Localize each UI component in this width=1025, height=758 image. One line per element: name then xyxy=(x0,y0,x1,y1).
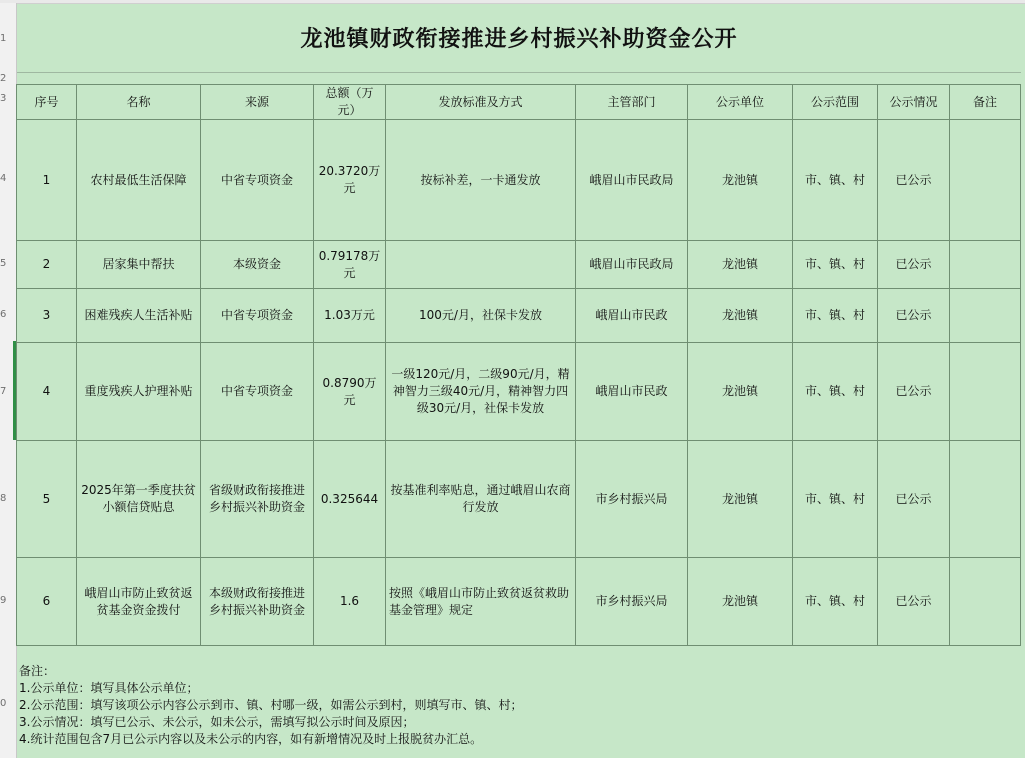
row-number[interactable]: 1 xyxy=(0,33,7,44)
header-cell[interactable]: 主管部门 xyxy=(576,85,688,120)
cell-unit[interactable]: 龙池镇 xyxy=(688,558,793,646)
cell-amount[interactable]: 20.3720万元 xyxy=(314,120,386,241)
header-cell[interactable]: 公示范围 xyxy=(793,85,878,120)
cell-source[interactable]: 本级财政衔接推进乡村振兴补助资金 xyxy=(201,558,314,646)
cell-amount[interactable]: 0.325644 xyxy=(314,441,386,558)
header-cell[interactable]: 序号 xyxy=(17,85,77,120)
cell-standard[interactable]: 100元/月，社保卡发放 xyxy=(386,289,576,343)
cell-standard[interactable]: 按照《峨眉山市防止致贫返贫救助基金管理》规定 xyxy=(386,558,576,646)
cell-dept[interactable]: 峨眉山市民政局 xyxy=(576,120,688,241)
cell-standard[interactable] xyxy=(386,241,576,289)
row-number[interactable]: 7 xyxy=(0,386,7,397)
cell-name[interactable]: 困难残疾人生活补贴 xyxy=(77,289,201,343)
cell-status[interactable]: 已公示 xyxy=(878,120,950,241)
row-number[interactable]: 0 xyxy=(0,698,7,709)
cell-source[interactable]: 省级财政衔接推进乡村振兴补助资金 xyxy=(201,441,314,558)
table-row xyxy=(17,120,1021,241)
header-cell[interactable]: 备注 xyxy=(950,85,1021,120)
cell-amount[interactable]: 1.6 xyxy=(314,558,386,646)
cell-no[interactable]: 4 xyxy=(17,343,77,441)
cell-scope[interactable]: 市、镇、村 xyxy=(793,558,878,646)
sheet-title[interactable]: 龙池镇财政衔接推进乡村振兴补助资金公开 xyxy=(300,27,738,52)
header-cell[interactable]: 名称 xyxy=(77,85,201,120)
cell-no[interactable]: 5 xyxy=(17,441,77,558)
note-line: 3.公示情况：填写已公示、未公示，如未公示，需填写拟公示时间及原因； xyxy=(19,715,415,729)
notes-heading: 备注： xyxy=(19,664,56,678)
cell-unit[interactable]: 龙池镇 xyxy=(688,120,793,241)
cell-scope[interactable]: 市、镇、村 xyxy=(793,120,878,241)
cell-dept[interactable]: 市乡村振兴局 xyxy=(576,558,688,646)
cell-source[interactable]: 中省专项资金 xyxy=(201,289,314,343)
row-number[interactable]: 6 xyxy=(0,309,7,320)
cell-unit[interactable]: 龙池镇 xyxy=(688,241,793,289)
note-line: 1.公示单位：填写具体公示单位； xyxy=(19,681,199,695)
cell-scope[interactable]: 市、镇、村 xyxy=(793,441,878,558)
cell-status[interactable]: 已公示 xyxy=(878,241,950,289)
cell-no[interactable]: 1 xyxy=(17,120,77,241)
row-number[interactable]: 4 xyxy=(0,173,7,184)
table-row xyxy=(17,289,1021,343)
cell-amount[interactable]: 1.03万元 xyxy=(314,289,386,343)
cell-dept[interactable]: 市乡村振兴局 xyxy=(576,441,688,558)
cell-scope[interactable]: 市、镇、村 xyxy=(793,343,878,441)
cell-name[interactable]: 峨眉山市防止致贫返贫基金资金拨付 xyxy=(77,558,201,646)
notes-block[interactable] xyxy=(19,663,1019,748)
cell-name[interactable]: 农村最低生活保障 xyxy=(77,120,201,241)
header-cell[interactable]: 总额（万元） xyxy=(314,85,386,120)
cell-note[interactable] xyxy=(950,120,1021,241)
table-row xyxy=(17,441,1021,558)
cell-name[interactable]: 2025年第一季度扶贫小额信贷贴息 xyxy=(77,441,201,558)
data-table xyxy=(16,84,1021,646)
cell-dept[interactable]: 峨眉山市民政 xyxy=(576,289,688,343)
cell-standard[interactable]: 按标补差，一卡通发放 xyxy=(386,120,576,241)
row-number[interactable]: 3 xyxy=(0,93,7,104)
cell-name[interactable]: 重度残疾人护理补贴 xyxy=(77,343,201,441)
header-row xyxy=(17,85,1021,120)
cell-no[interactable]: 6 xyxy=(17,558,77,646)
cell-source[interactable]: 本级资金 xyxy=(201,241,314,289)
cell-note[interactable] xyxy=(950,343,1021,441)
row-number[interactable]: 5 xyxy=(0,258,7,269)
cell-unit[interactable]: 龙池镇 xyxy=(688,289,793,343)
header-cell[interactable]: 发放标准及方式 xyxy=(386,85,576,120)
cell-status[interactable]: 已公示 xyxy=(878,289,950,343)
cell-scope[interactable]: 市、镇、村 xyxy=(793,241,878,289)
cell-no[interactable]: 3 xyxy=(17,289,77,343)
row-number-gutter[interactable] xyxy=(0,3,17,758)
cell-unit[interactable]: 龙池镇 xyxy=(688,343,793,441)
header-cell[interactable]: 公示情况 xyxy=(878,85,950,120)
cell-name[interactable]: 居家集中帮扶 xyxy=(77,241,201,289)
cell-status[interactable]: 已公示 xyxy=(878,441,950,558)
cell-source[interactable]: 中省专项资金 xyxy=(201,343,314,441)
cell-note[interactable] xyxy=(950,289,1021,343)
cell-dept[interactable]: 峨眉山市民政局 xyxy=(576,241,688,289)
table-row xyxy=(17,241,1021,289)
cell-scope[interactable]: 市、镇、村 xyxy=(793,289,878,343)
row-number[interactable]: 2 xyxy=(0,73,7,84)
note-line: 2.公示范围：填写该项公示内容公示到市、镇、村哪一级，如需公示到村，则填写市、镇、村； xyxy=(19,698,523,712)
cell-standard[interactable]: 一级120元/月，二级90元/月，精神智力三级40元/月，精神智力四级30元/月，社保卡发放 xyxy=(386,343,576,441)
cell-source[interactable]: 中省专项资金 xyxy=(201,120,314,241)
row-number[interactable]: 8 xyxy=(0,493,7,504)
cell-no[interactable]: 2 xyxy=(17,241,77,289)
cell-amount[interactable]: 0.79178万元 xyxy=(314,241,386,289)
header-cell[interactable]: 公示单位 xyxy=(688,85,793,120)
header-cell[interactable]: 来源 xyxy=(201,85,314,120)
table-row xyxy=(17,343,1021,441)
cell-unit[interactable]: 龙池镇 xyxy=(688,441,793,558)
cell-standard[interactable]: 按基准利率贴息，通过峨眉山农商行发放 xyxy=(386,441,576,558)
table-row xyxy=(17,558,1021,646)
cell-status[interactable]: 已公示 xyxy=(878,343,950,441)
cell-dept[interactable]: 峨眉山市民政 xyxy=(576,343,688,441)
note-line: 4.统计范围包含7月已公示内容以及未公示的内容，如有新增情况及时上报脱贫办汇总。 xyxy=(19,732,483,746)
cell-amount[interactable]: 0.8790万元 xyxy=(314,343,386,441)
cell-note[interactable] xyxy=(950,241,1021,289)
row-number[interactable]: 9 xyxy=(0,595,7,606)
cell-note[interactable] xyxy=(950,441,1021,558)
cell-status[interactable]: 已公示 xyxy=(878,558,950,646)
cell-note[interactable] xyxy=(950,558,1021,646)
